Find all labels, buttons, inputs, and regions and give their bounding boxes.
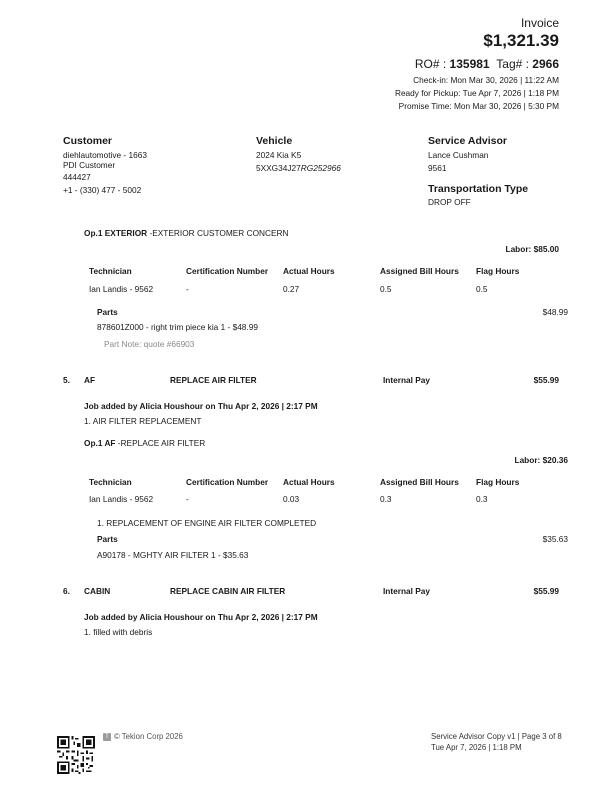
job5-parts-total: $35.63 [542, 534, 568, 544]
job6-added-by: Job added by Alicia Houshour on Thu Apr 2, 2026 | 2:17 PM [84, 612, 318, 622]
job6-pay-type: Internal Pay [383, 586, 431, 596]
col-technician: Technician [89, 266, 132, 276]
exterior-assigned-hours: 0.5 [380, 284, 392, 294]
exterior-parts-label: Parts [97, 307, 118, 317]
exterior-part-note: Part Note: quote #66903 [104, 339, 195, 349]
op-exterior-line [84, 228, 289, 238]
customer-type: PDI Customer [63, 160, 116, 170]
exterior-certification: - [186, 284, 189, 294]
col-actual-hours: Actual Hours [283, 266, 335, 276]
tekion-logo-icon: T [103, 733, 111, 741]
footer-copyright: © Tekion Corp 2026 [114, 732, 183, 741]
vin-prefix: 5XXG34J27 [256, 163, 301, 173]
op-exterior-desc: -EXTERIOR CUSTOMER CONCERN [147, 228, 289, 238]
promise-time: Promise Time: Mon Mar 30, 2026 | 5:30 PM [398, 101, 559, 111]
job5-title: REPLACE AIR FILTER [170, 375, 257, 385]
job6-amount: $55.99 [533, 586, 559, 596]
vehicle-heading: Vehicle [256, 135, 293, 147]
job5-actual-hours: 0.03 [283, 494, 300, 504]
col-certification: Certification Number [186, 266, 269, 276]
qr-code [57, 736, 95, 774]
transport-heading: Transportation Type [428, 183, 529, 195]
job5-col-assigned-hours: Assigned Bill Hours [380, 477, 459, 487]
job5-certification: - [186, 494, 189, 504]
job5-concern: 1. AIR FILTER REPLACEMENT [84, 416, 202, 426]
checkin-time: Check-in: Mon Mar 30, 2026 | 11:22 AM [413, 75, 559, 85]
invoice-total: $1,321.39 [483, 31, 559, 50]
job5-pay-type: Internal Pay [383, 375, 431, 385]
tag-label: Tag# : [496, 57, 533, 71]
vin-suffix: RG252966 [300, 163, 341, 173]
customer-id: 444427 [63, 172, 91, 182]
job5-col-technician: Technician [89, 477, 132, 487]
op-exterior-labor: Labor: $85.00 [505, 244, 559, 254]
footer-copy-info: Service Advisor Copy v1 | Page 3 of 8 [431, 732, 562, 741]
job5-code: AF [84, 375, 96, 385]
ro-tag-line [415, 57, 559, 71]
job5-labor: Labor: $20.36 [514, 455, 568, 465]
job5-correction: 1. REPLACEMENT OF ENGINE AIR FILTER COMPLETED [97, 518, 317, 528]
customer-phone: +1 - (330) 477 - 5002 [63, 185, 142, 195]
job5-number: 5. [63, 375, 70, 385]
customer-heading: Customer [63, 135, 113, 147]
job5-op-code: Op.1 AF [84, 438, 116, 448]
customer-name: diehlautomotive - 1663 [63, 150, 147, 160]
job5-col-certification: Certification Number [186, 477, 269, 487]
advisor-id: 9561 [428, 163, 447, 173]
col-assigned-hours: Assigned Bill Hours [380, 266, 459, 276]
job5-col-flag-hours: Flag Hours [476, 477, 520, 487]
advisor-heading: Service Advisor [428, 135, 507, 147]
tag-number: 2966 [532, 57, 559, 71]
job5-technician: Ian Landis - 9562 [89, 494, 154, 504]
ready-time: Ready for Pickup: Tue Apr 7, 2026 | 1:18 PM [394, 88, 559, 98]
op-exterior-code: Op.1 EXTERIOR [84, 228, 148, 238]
job6-number: 6. [63, 586, 70, 596]
ro-number: 135981 [449, 57, 490, 71]
job5-parts-label: Parts [97, 534, 118, 544]
job6-concern: 1. filled with debris [84, 627, 153, 637]
vehicle-vin [256, 163, 341, 173]
job5-amount: $55.99 [533, 375, 559, 385]
advisor-name: Lance Cushman [428, 150, 489, 160]
exterior-part-line: 878601Z000 - right trim piece kia 1 - $48.99 [97, 322, 258, 332]
job5-assigned-hours: 0.3 [380, 494, 392, 504]
footer-printed-time: Tue Apr 7, 2026 | 1:18 PM [431, 743, 522, 752]
job6-code: CABIN [84, 586, 111, 596]
job5-col-actual-hours: Actual Hours [283, 477, 335, 487]
job5-part-line: A90178 - MGHTY AIR FILTER 1 - $35.63 [97, 550, 249, 560]
ro-label: RO# : [414, 57, 450, 71]
job5-op-desc: -REPLACE AIR FILTER [115, 438, 206, 448]
transport-type: DROP OFF [428, 197, 471, 207]
document-type: Invoice [520, 16, 559, 30]
footer-copyright-line [103, 732, 183, 741]
col-flag-hours: Flag Hours [476, 266, 520, 276]
vehicle-model: 2024 Kia K5 [256, 150, 302, 160]
job5-op-line [84, 438, 205, 448]
exterior-flag-hours: 0.5 [476, 284, 488, 294]
job6-title: REPLACE CABIN AIR FILTER [170, 586, 286, 596]
exterior-parts-total: $48.99 [542, 307, 568, 317]
exterior-technician: Ian Landis - 9562 [89, 284, 154, 294]
job5-flag-hours: 0.3 [476, 494, 488, 504]
job5-added-by: Job added by Alicia Houshour on Thu Apr 2, 2026 | 2:17 PM [84, 401, 318, 411]
exterior-actual-hours: 0.27 [283, 284, 300, 294]
